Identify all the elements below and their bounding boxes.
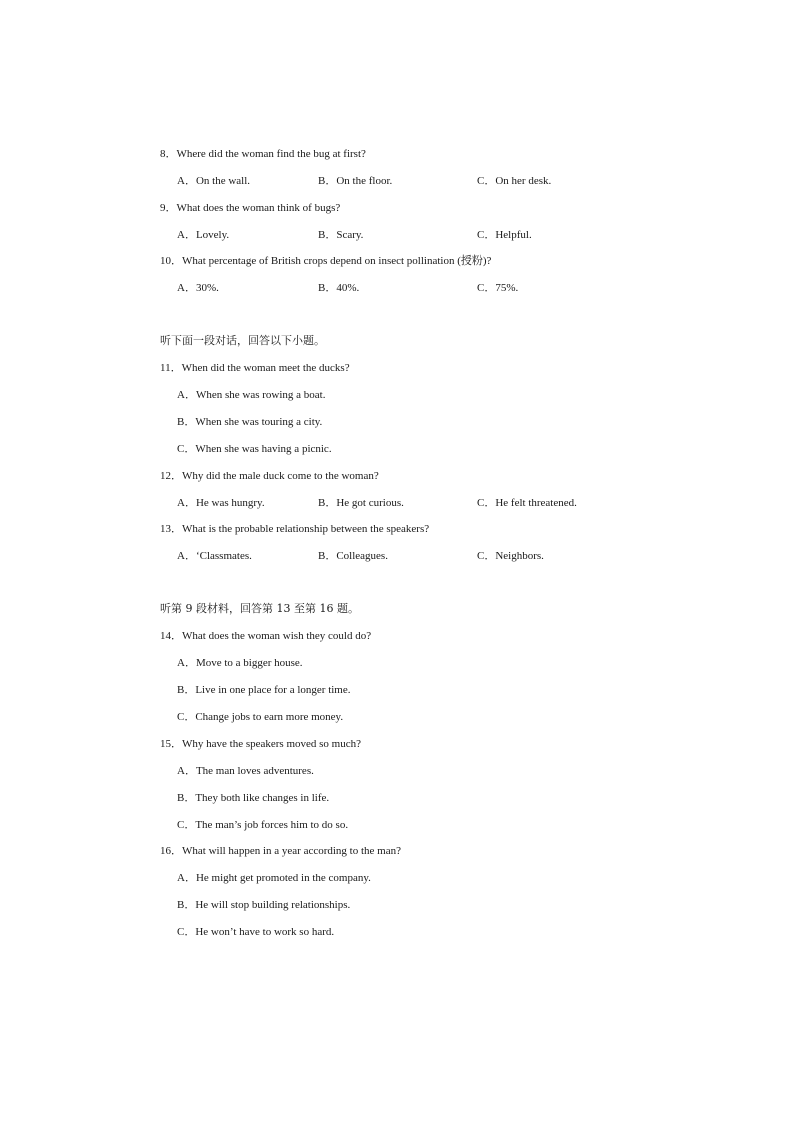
question-8-stem: 8．Where did the woman find the bug at first? (160, 148, 366, 160)
question-15-option-b: B．They both like changes in life. (177, 792, 330, 804)
question-16-option-b: B．He will stop building relationships. (177, 899, 351, 911)
question-11-option-b: B．When she was touring a city. (177, 416, 323, 428)
question-12-option-a: A．He was hungry. (177, 497, 265, 509)
question-12-option-c: C．He felt threatened. (477, 497, 577, 509)
question-14-option-a: A．Move to a bigger house. (177, 657, 303, 669)
section-instruction-a: 听下面一段对话，回答以下小题。 (160, 334, 325, 347)
question-15-option-a: A．The man loves adventures. (177, 765, 314, 777)
question-9-option-b: B．Scary. (318, 229, 364, 241)
question-8-option-c: C．On her desk. (477, 175, 552, 187)
question-8-option-a: A．On the wall. (177, 175, 251, 187)
question-16-option-c: C．He won’t have to work so hard. (177, 926, 335, 938)
question-10-option-a: A．30%. (177, 282, 219, 294)
question-16-option-a: A．He might get promoted in the company. (177, 872, 371, 884)
question-10-stem: 10．What percentage of British crops depend on insect pollination (授粉)? (160, 255, 492, 267)
section-instruction-b: 听第 9 段材料，回答第 13 至第 16 题。 (160, 602, 359, 615)
question-12-stem: 12．Why did the male duck come to the woman? (160, 470, 379, 482)
question-12-option-b: B．He got curious. (318, 497, 404, 509)
question-11-option-c: C．When she was having a picnic. (177, 443, 332, 455)
question-14-option-c: C．Change jobs to earn more money. (177, 711, 344, 723)
question-10-option-c: C．75%. (477, 282, 519, 294)
question-13-option-b: B．Colleagues. (318, 550, 388, 562)
question-15-option-c: C．The man’s job forces him to do so. (177, 819, 349, 831)
question-14-stem: 14．What does the woman wish they could do? (160, 630, 372, 642)
question-10-option-b: B．40%. (318, 282, 360, 294)
question-9-stem: 9．What does the woman think of bugs? (160, 202, 341, 214)
question-9-option-a: A．Lovely. (177, 229, 230, 241)
question-11-option-a: A．When she was rowing a boat. (177, 389, 326, 401)
question-15-stem: 15．Why have the speakers moved so much? (160, 738, 361, 750)
question-14-option-b: B．Live in one place for a longer time. (177, 684, 351, 696)
question-13-stem: 13．What is the probable relationship between the speakers? (160, 523, 430, 535)
question-13-option-a: A．‘Classmates. (177, 550, 252, 562)
question-11-stem: 11．When did the woman meet the ducks? (160, 362, 350, 374)
question-16-stem: 16．What will happen in a year according to the man? (160, 845, 401, 857)
question-13-option-c: C．Neighbors. (477, 550, 544, 562)
question-9-option-c: C．Helpful. (477, 229, 532, 241)
question-8-option-b: B．On the floor. (318, 175, 393, 187)
